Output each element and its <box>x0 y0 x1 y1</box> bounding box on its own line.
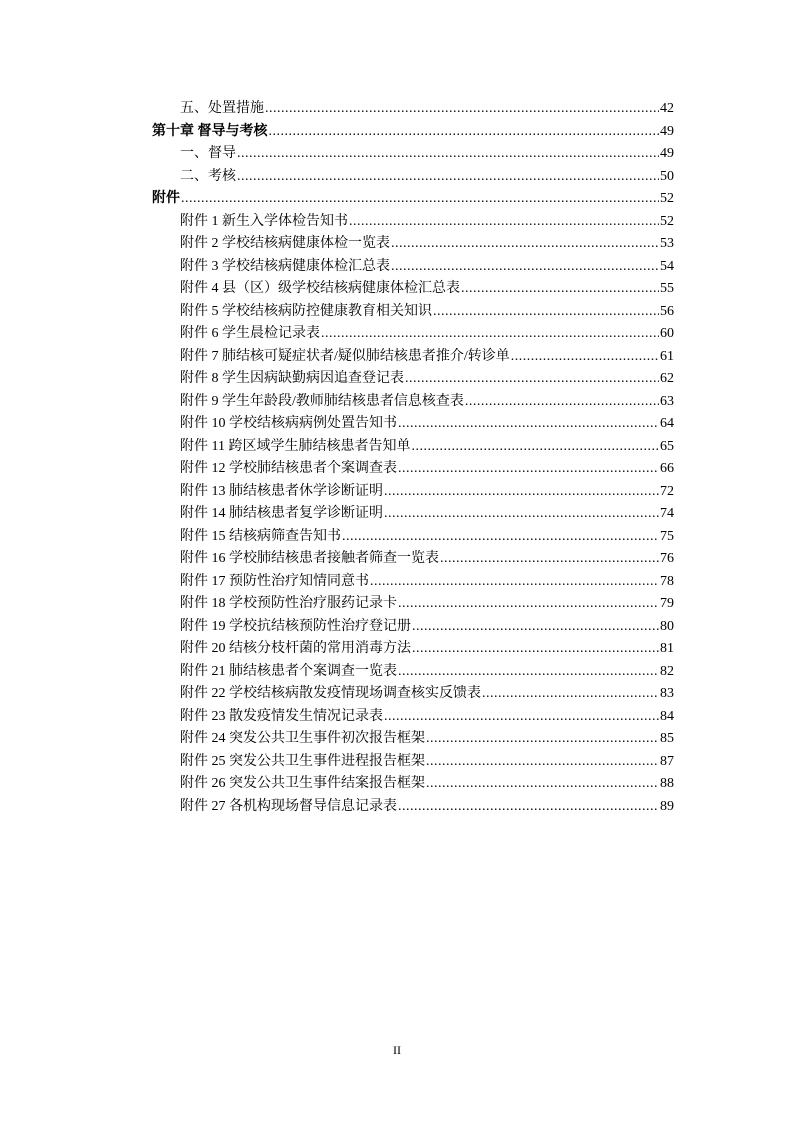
toc-entry-page: 84 <box>660 708 674 724</box>
toc-section-entry[interactable] <box>152 413 674 436</box>
toc-section-entry[interactable] <box>152 683 674 706</box>
toc-dot-leader <box>411 436 659 459</box>
toc-chapter-entry[interactable] <box>152 121 674 144</box>
toc-dot-leader <box>398 661 659 684</box>
toc-entry-page: 83 <box>660 686 674 701</box>
toc-entry-page: 89 <box>660 798 674 814</box>
toc-dot-leader <box>384 503 659 526</box>
toc-section-entry[interactable] <box>152 278 674 301</box>
toc-chapter-entry[interactable] <box>152 188 674 211</box>
toc-dot-leader <box>342 526 659 549</box>
toc-dot-leader <box>349 211 659 234</box>
toc-entry-title: 附件 18 学校预防性治疗服药记录卡 <box>180 596 397 611</box>
toc-entry-title: 二、考核 <box>180 168 236 184</box>
toc-entry-title: 附件 8 学生因病缺勤病因追查登记表 <box>180 371 404 386</box>
toc-dot-leader <box>181 188 659 211</box>
toc-section-entry[interactable] <box>152 706 674 729</box>
toc-entry-title: 附件 26 突发公共卫生事件结案报告框架 <box>180 776 425 791</box>
toc-entry-page: 88 <box>660 776 674 791</box>
toc-dot-leader <box>426 751 659 774</box>
toc-entry-page: 49 <box>660 146 674 161</box>
toc-entry-page: 52 <box>660 191 674 206</box>
toc-dot-leader <box>511 346 659 369</box>
toc-entry-page: 62 <box>660 371 674 386</box>
toc-section-entry[interactable] <box>152 211 674 234</box>
toc-entry-page: 78 <box>660 573 674 589</box>
toc-section-entry[interactable] <box>152 661 674 684</box>
toc-section-entry[interactable] <box>152 773 674 796</box>
toc-dot-leader <box>405 368 659 391</box>
toc-dot-leader <box>269 121 660 144</box>
toc-entry-page: 64 <box>660 416 674 431</box>
toc-dot-leader <box>391 256 659 279</box>
toc-section-entry[interactable] <box>152 256 674 279</box>
toc-dot-leader <box>412 638 659 661</box>
toc-section-entry[interactable] <box>152 98 674 121</box>
toc-section-entry[interactable] <box>152 571 674 594</box>
toc-dot-leader <box>398 458 659 481</box>
toc-entry-page: 79 <box>660 596 674 611</box>
toc-entry-title: 附件 13 肺结核患者休学诊断证明 <box>180 483 383 499</box>
toc-dot-leader <box>461 278 659 301</box>
toc-dot-leader <box>412 616 659 639</box>
toc-entry-title: 附件 22 学校结核病散发疫情现场调查核实反馈表 <box>180 686 481 701</box>
toc-entry-title: 附件 1 新生入学体检告知书 <box>180 213 348 229</box>
toc-entry-page: 74 <box>660 506 674 521</box>
toc-entry-title: 附件 11 跨区域学生肺结核患者告知单 <box>180 438 411 454</box>
toc-section-entry[interactable] <box>152 638 674 661</box>
toc-entry-page: 49 <box>660 123 674 139</box>
toc-entry-page: 81 <box>660 641 674 656</box>
toc-dot-leader <box>426 728 659 751</box>
toc-section-entry[interactable] <box>152 796 674 819</box>
toc-section-entry[interactable] <box>152 728 674 751</box>
toc-entry-page: 56 <box>660 303 674 319</box>
toc-entry-title: 附件 10 学校结核病病例处置告知书 <box>180 416 397 431</box>
toc-entry-title: 附件 17 预防性治疗知情同意书 <box>180 573 369 589</box>
toc-section-entry[interactable] <box>152 751 674 774</box>
toc-entry-page: 53 <box>660 236 674 251</box>
toc-entry-title: 附件 23 散发疫情发生情况记录表 <box>180 708 383 724</box>
toc-dot-leader <box>398 796 659 819</box>
toc-dot-leader <box>321 323 659 346</box>
toc-dot-leader <box>265 98 659 121</box>
toc-dot-leader <box>440 548 659 571</box>
toc-section-entry[interactable] <box>152 436 674 459</box>
toc-entry-page: 54 <box>660 258 674 274</box>
toc-entry-title: 附件 2 学校结核病健康体检一览表 <box>180 236 390 251</box>
toc-entry-title: 附件 27 各机构现场督导信息记录表 <box>180 798 397 814</box>
toc-entry-title: 附件 <box>152 191 180 206</box>
toc-section-entry[interactable] <box>152 233 674 256</box>
toc-entry-title: 附件 7 肺结核可疑症状者/疑似肺结核患者推介/转诊单 <box>180 348 510 364</box>
toc-section-entry[interactable] <box>152 301 674 324</box>
toc-entry-page: 85 <box>660 731 674 746</box>
toc-entry-title: 附件 24 突发公共卫生事件初次报告框架 <box>180 731 425 746</box>
toc-dot-leader <box>384 706 659 729</box>
toc-entry-title: 附件 12 学校肺结核患者个案调查表 <box>180 461 397 476</box>
toc-entry-title: 第十章 督导与考核 <box>152 123 268 139</box>
toc-dot-leader <box>384 481 659 504</box>
toc-section-entry[interactable] <box>152 458 674 481</box>
toc-section-entry[interactable] <box>152 391 674 414</box>
toc-entry-page: 76 <box>660 551 674 566</box>
toc-dot-leader <box>398 413 659 436</box>
toc-entry-title: 附件 16 学校肺结核患者接触者筛查一览表 <box>180 551 439 566</box>
toc-section-entry[interactable] <box>152 593 674 616</box>
toc-entry-page: 66 <box>660 461 674 476</box>
toc-dot-leader <box>237 166 659 189</box>
toc-section-entry[interactable] <box>152 526 674 549</box>
toc-dot-leader <box>482 683 659 706</box>
toc-entry-page: 61 <box>660 348 674 364</box>
toc-entry-title: 附件 5 学校结核病防控健康教育相关知识 <box>180 303 432 319</box>
toc-entry-page: 52 <box>660 213 674 229</box>
toc-entry-page: 65 <box>660 438 674 454</box>
toc-section-entry[interactable] <box>152 143 674 166</box>
toc-entry-page: 50 <box>660 168 674 184</box>
toc-entry-page: 80 <box>660 618 674 634</box>
toc-entry-page: 72 <box>660 483 674 499</box>
table-of-contents <box>152 98 674 818</box>
toc-entry-page: 63 <box>660 393 674 409</box>
toc-section-entry[interactable] <box>152 323 674 346</box>
toc-entry-title: 附件 25 突发公共卫生事件进程报告框架 <box>180 753 425 769</box>
toc-dot-leader <box>426 773 659 796</box>
toc-entry-title: 附件 19 学校抗结核预防性治疗登记册 <box>180 618 411 634</box>
toc-entry-page: 42 <box>660 101 674 116</box>
page-number: II <box>393 1043 401 1057</box>
toc-section-entry[interactable] <box>152 548 674 571</box>
toc-entry-page: 60 <box>660 326 674 341</box>
toc-section-entry[interactable] <box>152 616 674 639</box>
toc-entry-page: 82 <box>660 663 674 679</box>
toc-entry-title: 附件 15 结核病筛查告知书 <box>180 528 341 544</box>
toc-dot-leader <box>237 143 659 166</box>
toc-entry-title: 一、督导 <box>180 146 236 161</box>
toc-dot-leader <box>465 391 659 414</box>
toc-section-entry[interactable] <box>152 166 674 189</box>
toc-entry-page: 87 <box>660 753 674 769</box>
toc-entry-title: 附件 3 学校结核病健康体检汇总表 <box>180 258 390 274</box>
toc-entry-title: 附件 4 县（区）级学校结核病健康体检汇总表 <box>180 281 460 296</box>
toc-section-entry[interactable] <box>152 368 674 391</box>
toc-entry-title: 附件 6 学生晨检记录表 <box>180 326 320 341</box>
toc-entry-title: 附件 21 肺结核患者个案调查一览表 <box>180 663 397 679</box>
toc-section-entry[interactable] <box>152 481 674 504</box>
toc-entry-page: 55 <box>660 281 674 296</box>
toc-section-entry[interactable] <box>152 503 674 526</box>
toc-entry-title: 附件 9 学生年龄段/教师肺结核患者信息核查表 <box>180 393 464 409</box>
toc-dot-leader <box>398 593 659 616</box>
toc-dot-leader <box>433 301 659 324</box>
toc-entry-title: 附件 14 肺结核患者复学诊断证明 <box>180 506 383 521</box>
toc-section-entry[interactable] <box>152 346 674 369</box>
toc-entry-page: 75 <box>660 528 674 544</box>
toc-dot-leader <box>391 233 659 256</box>
toc-entry-title: 附件 20 结核分枝杆菌的常用消毒方法 <box>180 641 411 656</box>
toc-entry-title: 五、处置措施 <box>180 101 264 116</box>
toc-dot-leader <box>370 571 659 594</box>
